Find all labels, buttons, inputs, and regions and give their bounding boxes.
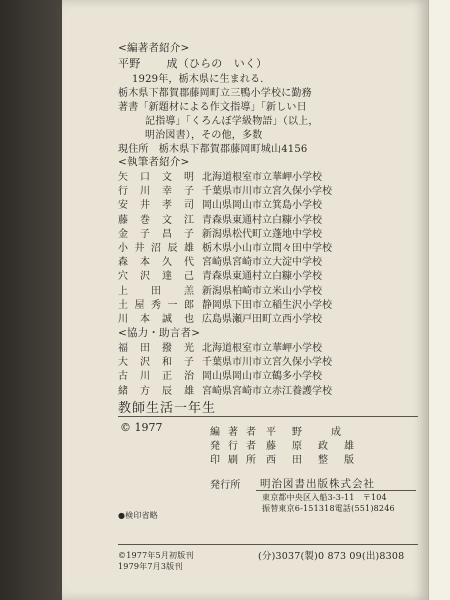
person-name: 森 本 久 代: [118, 257, 194, 269]
book-title: 教師生活一年生: [118, 401, 217, 416]
school-affiliation: 宮崎県宮崎市立大淀中学校: [202, 257, 322, 269]
helpers-heading: <協力・助言者>: [118, 327, 201, 339]
writers-heading: <執筆者紹介>: [118, 156, 190, 168]
role-label: 発 行 者: [210, 441, 256, 452]
publisher-role: 発行所: [210, 480, 241, 491]
third-printing: 1979年7月3版刊: [118, 562, 183, 571]
school-affiliation: 静岡県下田市立稲生沢小学校: [202, 299, 332, 311]
school-affiliation: 岡山県岡山市立箕島小学校: [202, 200, 322, 212]
adjacent-page-edge: [428, 0, 450, 600]
publisher-address: 東京都中央区入船3-3-11 〒104: [262, 493, 387, 502]
left-shadow-area: [0, 0, 62, 600]
editor-address: 現住所 栃木県下都賀郡藤岡町城山4156: [118, 144, 308, 155]
person-name: 緒 方 辰 雄: [118, 385, 194, 397]
editor-bio-line: 1929年，栃木県に生まれる．: [132, 74, 271, 85]
person-name: 穴 沢 達 己: [118, 271, 194, 283]
publisher-name: 明治図書出版株式会社: [260, 478, 375, 490]
editor-bio-line: 著書「新題材による作文指導」「新しい日: [118, 102, 307, 113]
person-name: 行 川 幸 子: [118, 186, 194, 198]
person-name: 矢 口 文 明: [118, 172, 194, 183]
divider: [118, 416, 418, 417]
copyright-year: © 1977: [120, 421, 163, 434]
seal-omitted-note: ●検印省略: [118, 511, 158, 520]
person-name: 安 井 孝 司: [118, 200, 194, 212]
person-name: 小 井 沼 辰 雄: [118, 243, 194, 254]
school-affiliation: 北海道根室市立華岬小学校: [202, 343, 322, 354]
role-person: 平 野 成: [266, 427, 344, 438]
person-name: 福 田 撥 光: [118, 343, 194, 354]
school-affiliation: 青森県東通村立白糠小学校: [202, 271, 322, 283]
person-name: 土 屋 秀 一 郎: [118, 299, 194, 311]
divider: [118, 544, 418, 545]
school-affiliation: 岡山県岡山市立鶴多小学校: [202, 371, 322, 383]
person-name: 金 子 昌 子: [118, 228, 194, 240]
role-person: 藤 原 政 雄: [266, 441, 357, 452]
publisher-phone: 振替東京6-151318電話(551)8246: [262, 504, 395, 513]
divider: [256, 490, 416, 491]
editor-bio-line: 明治図書），その他，多数: [145, 130, 263, 141]
school-affiliation: 千葉県市川市立宮久保小学校: [202, 357, 332, 369]
book-code: (分)3037(製)0 873 09(出)8308: [258, 551, 405, 562]
person-name: 古 川 正 治: [118, 371, 194, 383]
editor-name: 平野 成（ひらの いく）: [118, 57, 268, 70]
school-affiliation: 広島県瀬戸田町立西小学校: [202, 314, 322, 325]
role-person: 西 田 整 版: [266, 455, 357, 466]
editor-heading: <編著者紹介>: [118, 42, 190, 54]
school-affiliation: 新潟県柏崎市立米山小学校: [202, 285, 322, 297]
school-affiliation: 栃木県小山市立間々田中学校: [202, 243, 332, 254]
person-name: 上 田 羔: [118, 285, 194, 297]
school-affiliation: 青森県東通村立白糠小学校: [202, 214, 322, 226]
role-label: 印 刷 所: [210, 455, 256, 466]
person-name: 大 沢 和 子: [118, 357, 194, 369]
school-affiliation: 新潟県松代町立蓬地中学校: [202, 228, 322, 240]
person-name: 川 本 誠 也: [118, 314, 194, 325]
person-name: 藤 巻 文 江: [118, 214, 194, 226]
school-affiliation: 宮崎県宮崎市立赤江養護学校: [202, 385, 332, 397]
role-label: 編 著 者: [210, 427, 256, 438]
school-affiliation: 千葉県市川市立宮久保小学校: [202, 186, 332, 198]
school-affiliation: 北海道根室市立華岬小学校: [202, 172, 322, 183]
editor-bio-line: 栃木県下都賀郡藤岡町立三鴨小学校に勤務: [118, 88, 312, 99]
first-printing: ©1977年5月初版刊: [118, 551, 194, 560]
editor-bio-line: 記指導」「くろんぼ学級物語」（以上，: [145, 116, 319, 127]
